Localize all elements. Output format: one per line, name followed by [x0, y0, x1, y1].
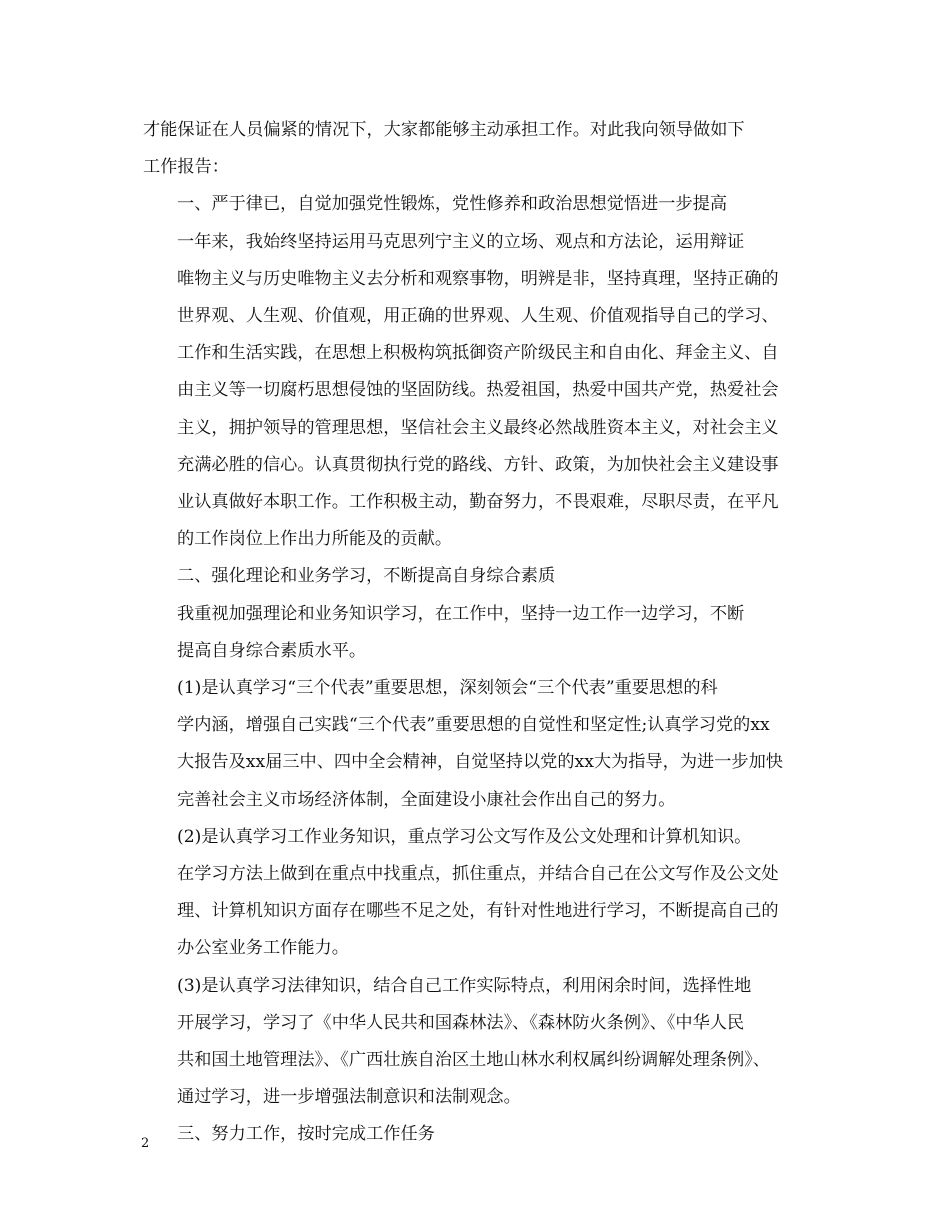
text-line: 三、努力工作，按时完成工作任务 [177, 1124, 435, 1145]
page-number: 2 [141, 1136, 150, 1151]
document-body [143, 112, 811, 1154]
text-line: 完善社会主义市场经济体制，全面建设小康社会作出自己的努力。 [177, 789, 676, 810]
text-line: (3)是认真学习法律知识，结合自己工作实际特点，利用闲余时间，选择性地 [177, 975, 752, 996]
paragraph [143, 968, 811, 1117]
text-line: 主义，拥护领导的管理思想，坚信社会主义最终必然战胜资本主义，对社会主义 [177, 417, 779, 438]
text-line: 工作报告： [143, 157, 229, 178]
text-line: 理、计算机知识方面存在哪些不足之处，有针对性地进行学习，不断提高自己的 [177, 901, 779, 922]
text-line: 大报告及xx届三中、四中全会精神，自觉坚持以党的xx大为指导，为进一步加快 [177, 752, 783, 773]
text-line: 业认真做好本职工作。工作积极主动，勤奋努力，不畏艰难，尽职尽责，在平凡 [177, 492, 779, 513]
paragraph [143, 558, 811, 595]
text-line: 学内涵，增强自己实践“三个代表”重要思想的自觉性和坚定性;认真学习党的xx [177, 715, 770, 736]
text-line: 我重视加强理论和业务知识学习，在工作中，坚持一边工作一边学习，不断 [177, 603, 745, 624]
text-line: 办公室业务工作能力。 [177, 938, 349, 959]
paragraph [143, 1116, 811, 1153]
text-line: 开展学习，学习了《中华人民共和国森林法》、《森林防火条例》、《中华人民 [177, 1012, 745, 1033]
text-line: 在学习方法上做到在重点中找重点，抓住重点，并结合自己在公文写作及公文处 [177, 864, 779, 885]
text-line: 通过学习，进一步增强法制意识和法制观念。 [177, 1087, 521, 1108]
paragraph [143, 596, 811, 670]
text-line: 才能保证在人员偏紧的情况下，大家都能够主动承担工作。对此我向领导做如下 [143, 120, 745, 140]
text-line: 一、严于律已，自觉加强党性锻炼，党性修养和政治思想觉悟进一步提高 [177, 194, 728, 215]
paragraph [143, 819, 811, 968]
text-line: 共和国土地管理法》、《广西壮族自治区土地山林水利权属纠纷调解处理条例》、 [177, 1050, 770, 1071]
paragraph [143, 186, 811, 223]
text-line: 充满必胜的信心。认真贯彻执行党的路线、方针、政策，为加快社会主义建设事 [177, 454, 779, 475]
text-line: (2)是认真学习工作业务知识，重点学习公文写作及公文处理和计算机知识。 [177, 826, 752, 847]
text-line: 由主义等一切腐朽思想侵蚀的坚固防线。热爱祖国，热爱中国共产党，热爱社会 [177, 380, 779, 401]
text-line: 二、强化理论和业务学习，不断提高自身综合素质 [177, 566, 556, 587]
text-line: 一年来，我始终坚持运用马克思列宁主义的立场、观点和方法论，运用辩证 [177, 231, 745, 252]
paragraph [143, 224, 811, 559]
text-line: 工作和生活实践，在思想上积极构筑抵御资产阶级民主和自由化、拜金主义、自 [177, 343, 779, 364]
text-line: 唯物主义与历史唯物主义去分析和观察事物，明辨是非，坚持真理，坚持正确的 [177, 268, 779, 289]
text-line: 提高自身综合素质水平。 [177, 640, 367, 661]
paragraph [143, 112, 811, 186]
text-line: 的工作岗位上作出力所能及的贡献。 [177, 529, 453, 550]
text-line: 世界观、人生观、价值观，用正确的世界观、人生观、价值观指导自己的学习、 [177, 306, 779, 327]
text-line: (1)是认真学习“三个代表”重要思想，深刻领会“三个代表”重要思想的科 [177, 678, 718, 699]
paragraph [143, 670, 811, 819]
